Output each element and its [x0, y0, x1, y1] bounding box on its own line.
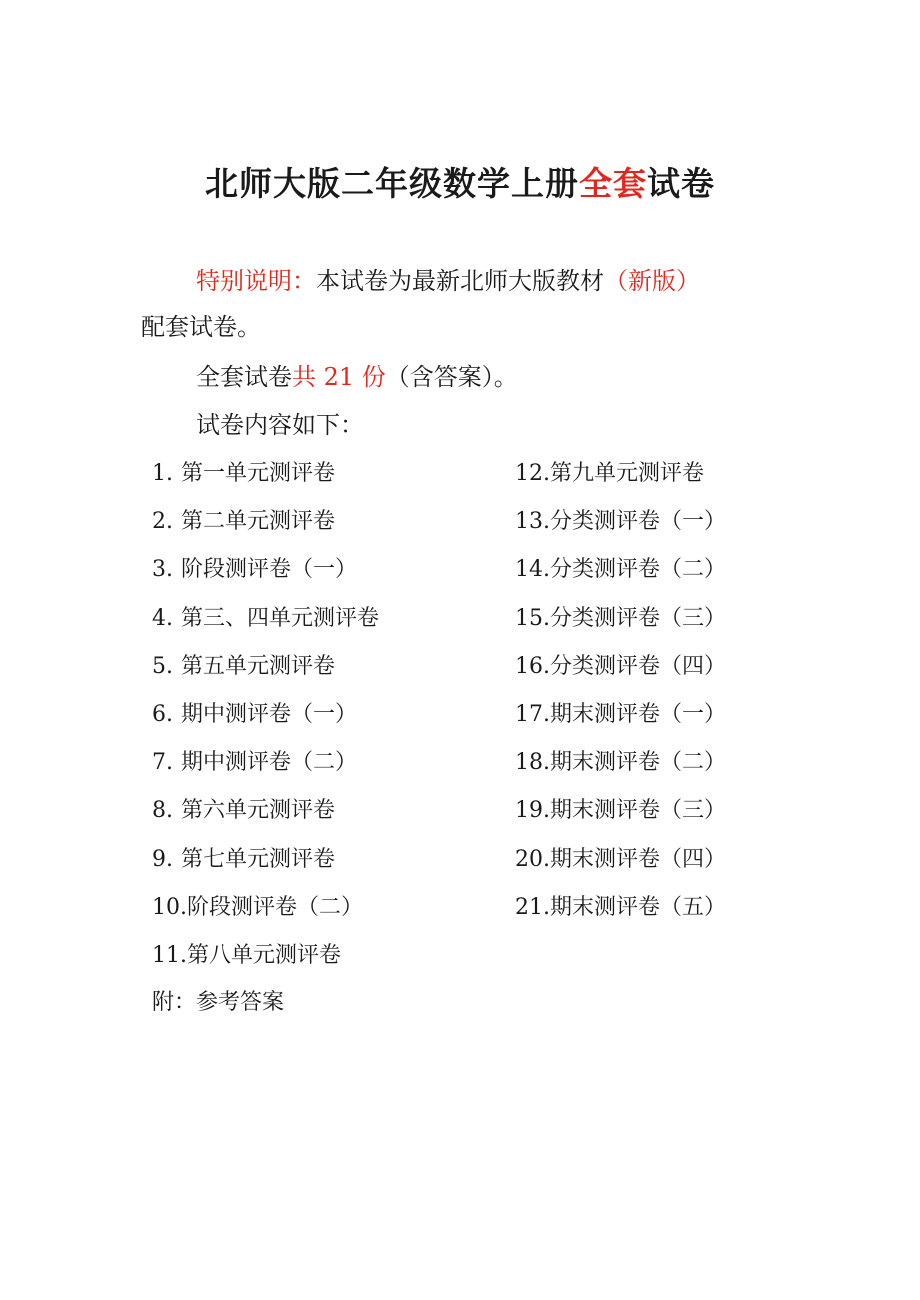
contents-list-item	[515, 595, 726, 643]
item-number: 12.	[515, 461, 550, 486]
special-note-label: 特别说明：	[196, 267, 316, 295]
contents-list-item	[515, 450, 726, 498]
contents-list-item	[515, 787, 726, 835]
item-title: 分类测评卷（三）	[550, 605, 727, 631]
contents-list-item	[515, 884, 726, 932]
contents-list-item	[152, 643, 379, 691]
contents-heading: 试卷内容如下：	[196, 411, 364, 439]
paper-count-pre: 全套试卷	[196, 363, 292, 391]
title-part-end: 试卷	[647, 164, 715, 203]
item-title: 期中测评卷（一）	[181, 701, 358, 727]
item-title: 期末测评卷（三）	[550, 798, 727, 824]
title-part-main: 北师大版二年级数学上册	[205, 164, 579, 203]
item-title: 期末测评卷（二）	[550, 750, 727, 776]
item-number: 15.	[515, 605, 550, 631]
item-number: 2.	[152, 509, 173, 535]
item-title: 第三、四单元测评卷	[181, 605, 380, 631]
item-number: 3.	[152, 557, 173, 583]
contents-list-item	[152, 739, 379, 787]
item-title: 分类测评卷（一）	[550, 509, 727, 535]
item-number: 20.	[515, 846, 550, 872]
item-title: 第七单元测评卷	[181, 846, 336, 872]
item-title: 第一单元测评卷	[181, 461, 336, 486]
contents-list-item	[152, 498, 379, 546]
item-title: 分类测评卷（二）	[550, 557, 727, 583]
item-title: 第九单元测评卷	[550, 461, 705, 486]
contents-list-item	[515, 739, 726, 787]
item-number: 8.	[152, 798, 173, 824]
item-number: 9.	[152, 846, 173, 872]
item-number: 14.	[515, 557, 550, 583]
item-number: 1.	[152, 461, 173, 486]
item-title: 期末测评卷（一）	[550, 701, 727, 727]
item-number: 6.	[152, 701, 173, 727]
item-number: 13.	[515, 509, 550, 535]
item-title: 第五单元测评卷	[181, 653, 336, 679]
contents-list-right	[515, 450, 726, 932]
item-title: 第六单元测评卷	[181, 798, 336, 824]
contents-list-item	[152, 546, 379, 594]
contents-list-item	[152, 450, 379, 498]
contents-list-left	[152, 450, 379, 980]
paper-count-line	[196, 354, 518, 400]
item-title: 阶段测评卷（一）	[181, 557, 358, 583]
appendix-line: 附：参考答案	[152, 990, 285, 1015]
contents-list-item	[515, 691, 726, 739]
item-number: 18.	[515, 750, 550, 776]
item-number: 11.	[152, 942, 187, 968]
contents-list-item	[152, 691, 379, 739]
item-title: 第二单元测评卷	[181, 509, 336, 535]
item-number: 17.	[515, 701, 550, 727]
item-title: 期末测评卷（四）	[550, 846, 727, 872]
contents-list-item	[515, 546, 726, 594]
item-title: 阶段测评卷（二）	[187, 894, 364, 920]
special-note-text: 本试卷为最新北师大版教材	[316, 267, 604, 295]
item-number: 16.	[515, 653, 550, 679]
item-number: 19.	[515, 798, 550, 824]
special-note-continued: 配套试卷。	[141, 313, 261, 341]
item-number: 10.	[152, 894, 187, 920]
item-title: 期末测评卷（五）	[550, 894, 727, 920]
paper-count-post: （含答案）。	[385, 363, 518, 391]
contents-list-item	[515, 643, 726, 691]
contents-list-item	[515, 836, 726, 884]
item-number: 5.	[152, 653, 173, 679]
item-title: 期中测评卷（二）	[181, 750, 358, 776]
contents-list-item	[152, 932, 379, 980]
item-number: 21.	[515, 894, 550, 920]
contents-list-item	[152, 836, 379, 884]
special-note	[196, 258, 700, 304]
document-title	[0, 158, 920, 205]
edition-note: （新版）	[604, 267, 700, 295]
contents-list-item	[152, 884, 379, 932]
paper-count-highlight: 共 21 份	[292, 363, 386, 391]
title-part-highlight: 全套	[579, 164, 647, 203]
item-title: 第八单元测评卷	[187, 942, 342, 968]
item-title: 分类测评卷（四）	[550, 653, 727, 679]
contents-list-item	[515, 498, 726, 546]
item-number: 4.	[152, 605, 173, 631]
contents-list-item	[152, 787, 379, 835]
item-number: 7.	[152, 750, 173, 776]
contents-list-item	[152, 595, 379, 643]
